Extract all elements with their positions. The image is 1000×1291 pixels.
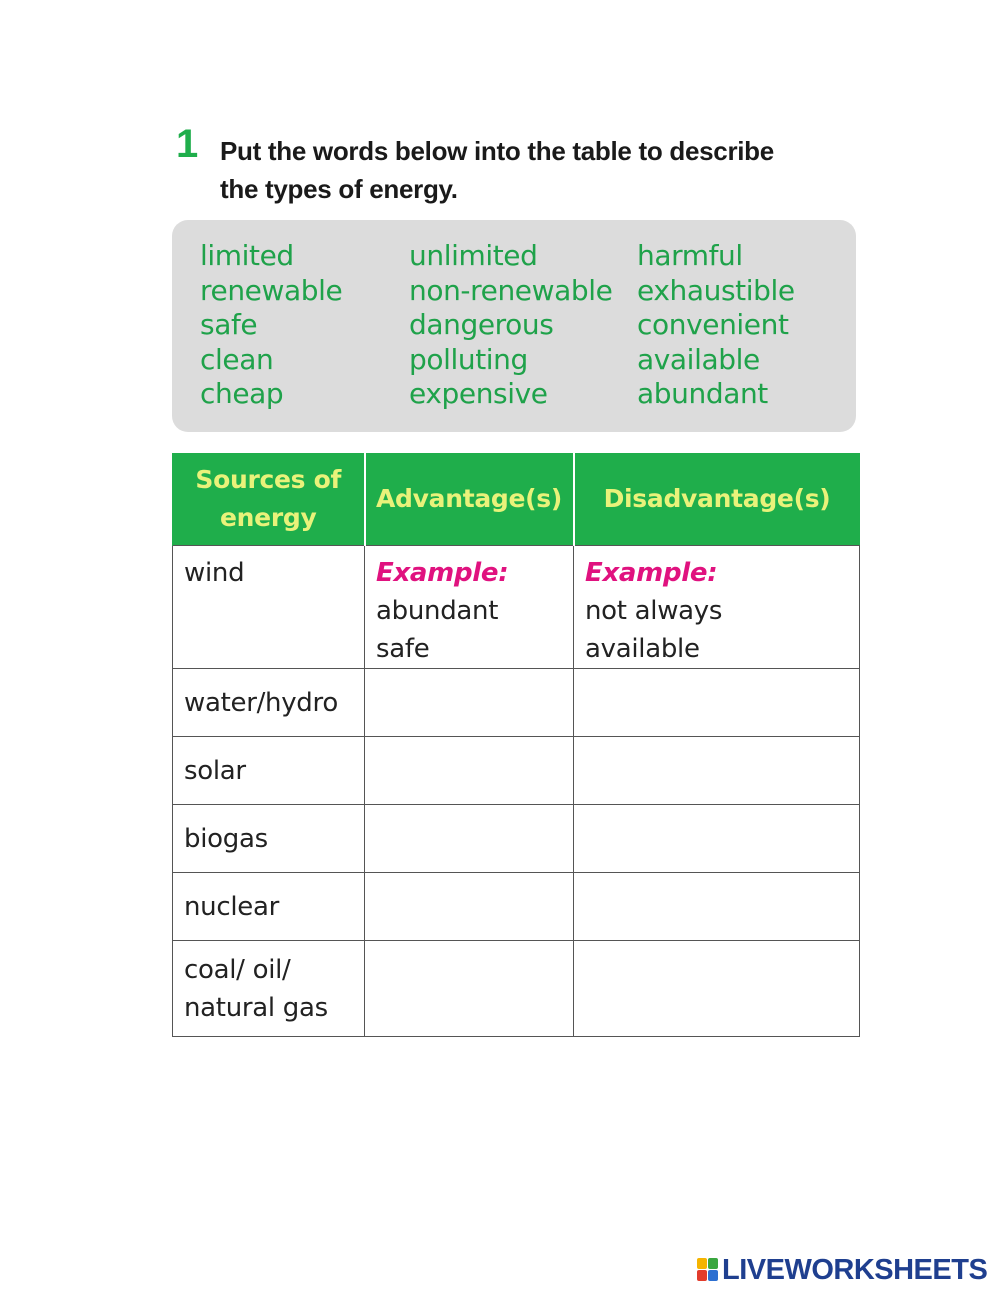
word-bank-column [200,239,342,412]
example-label: Example: [585,558,718,588]
header-disadvantages: Disadvantage(s) [574,453,860,546]
disadvantages-example-cell [574,546,860,669]
advantages-example-cell [365,546,574,669]
source-cell: water/hydro [173,669,365,737]
word-bank-word[interactable]: unlimited [409,239,538,272]
source-cell: nuclear [173,873,365,941]
source-cell: biogas [173,805,365,873]
header-sources-line: Sources of [195,465,342,494]
advantages-input-cell[interactable] [365,669,574,737]
source-line: coal/ oil/ [184,954,291,985]
word-bank [172,220,856,432]
word-bank-word[interactable]: limited [200,239,294,272]
disadvantages-input-cell[interactable] [574,805,860,873]
liveworksheets-logo-icon [697,1258,719,1282]
word-bank-word[interactable]: exhaustible [637,273,795,307]
word-bank-word[interactable]: convenient [637,308,789,342]
disadvantages-input-cell[interactable] [574,669,860,737]
table-row [173,873,860,941]
word-bank-word[interactable]: safe [200,308,258,342]
advantages-input-cell[interactable] [365,941,574,1037]
header-advantages: Advantage(s) [365,453,574,546]
advantages-input-cell[interactable] [365,805,574,873]
word-bank-word[interactable]: abundant [637,377,768,411]
source-cell [173,941,365,1037]
word-bank-word[interactable]: dangerous [409,308,554,342]
example-disadvantage: not always [585,596,723,626]
disadvantages-input-cell[interactable] [574,873,860,941]
table-header-row [173,453,860,546]
word-bank-column [409,239,612,412]
table-row-example [173,546,860,669]
example-advantage: safe [376,634,430,664]
disadvantages-input-cell[interactable] [574,941,860,1037]
word-bank-word[interactable]: cheap [200,377,284,411]
source-cell: wind [173,546,365,669]
example-advantage: abundant [376,596,499,626]
word-bank-word[interactable]: renewable [200,273,343,307]
advantages-input-cell[interactable] [365,873,574,941]
energy-table [172,453,860,1037]
table-row [173,941,860,1037]
word-bank-word[interactable]: polluting [409,342,528,376]
word-bank-word[interactable]: harmful [637,239,743,272]
header-sources-line: energy [220,503,317,532]
example-disadvantage: available [585,634,700,664]
instruction-line: Put the words below into the table to describe [220,136,774,166]
disadvantages-input-cell[interactable] [574,737,860,805]
exercise-number: 1 [176,122,199,166]
exercise-instruction [220,132,900,208]
example-label: Example: [376,558,509,588]
word-bank-word[interactable]: available [637,342,760,376]
source-cell: solar [173,737,365,805]
table-row [173,669,860,737]
word-bank-word[interactable]: non-renewable [409,273,613,307]
advantages-input-cell[interactable] [365,737,574,805]
logo-text: LIVEWORKSHEETS [722,1253,988,1286]
source-line: natural gas [184,992,328,1023]
table-row [173,805,860,873]
word-bank-word[interactable]: clean [200,342,274,376]
word-bank-word[interactable]: expensive [409,377,548,411]
instruction-line: the types of energy. [220,174,458,204]
table-row [173,737,860,805]
header-sources [173,453,365,546]
word-bank-column [637,239,795,412]
liveworksheets-logo [697,1253,988,1286]
